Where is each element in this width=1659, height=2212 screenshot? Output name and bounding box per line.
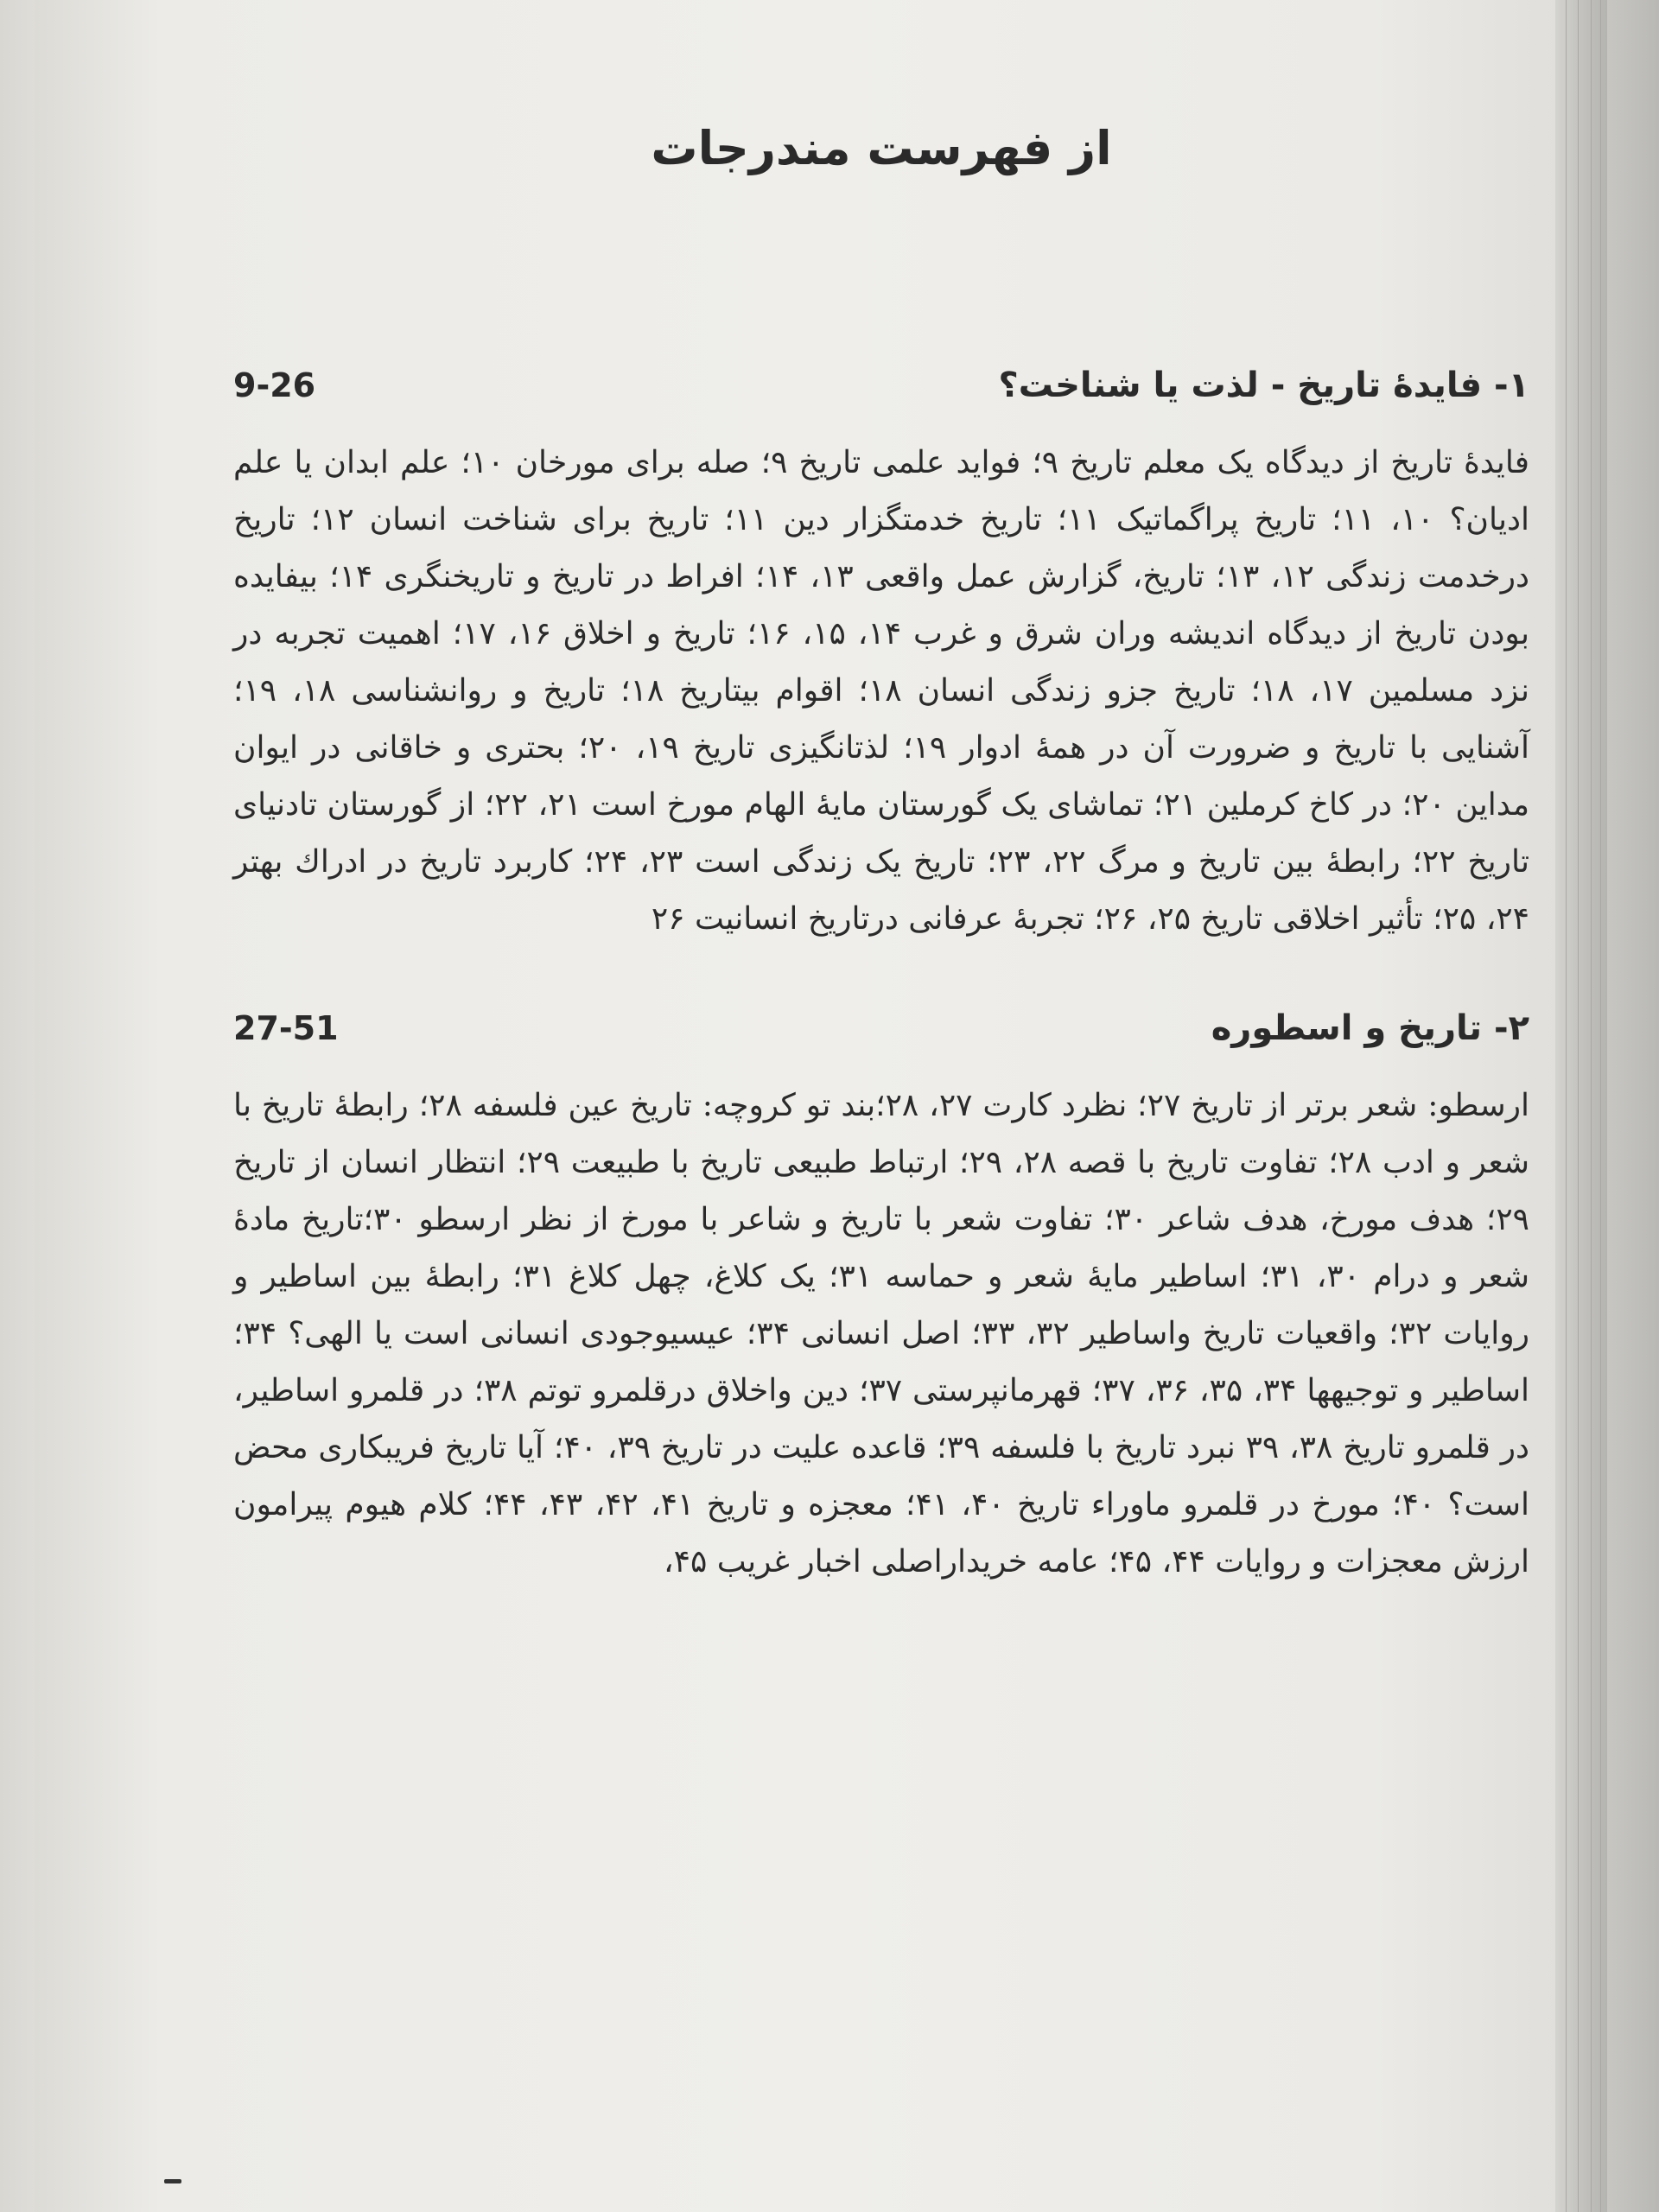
toc-section-2 bbox=[233, 1008, 1529, 1591]
page-edge-line bbox=[1578, 0, 1579, 2212]
page-stack-edge bbox=[1555, 0, 1607, 2212]
ink-mark bbox=[164, 2179, 181, 2183]
table-of-contents bbox=[233, 121, 1529, 1651]
toc-section-1 bbox=[233, 365, 1529, 948]
section-page-range: 27-51 bbox=[233, 1009, 339, 1047]
section-title: ۱- فایدهٔ تاریخ - لذت یا شناخت؟ bbox=[998, 365, 1529, 405]
section-header bbox=[233, 365, 1529, 405]
page-edge-line bbox=[1591, 0, 1592, 2212]
page-edge-line bbox=[1566, 0, 1567, 2212]
section-body: فایدهٔ تاریخ از دیدگاه یک معلم تاریخ ۹؛ فواید علمی تاریخ ۹؛ صله برای مورخان ۱۰؛ علم ابدان یا علم ادیان؟ ۱۰، ۱۱؛ تاریخ پراگماتیک ۱۱؛ تاریخ خدمتگزار دین ۱۱؛ تاریخ برای شناخت انسان ۱۲؛ تاریخ درخدمت زندگی ۱۲، ۱۳؛ تاریخ، گزارش عمل واقعی ۱۳، ۱۴؛ افراط در تاریخ و تاریخنگری ۱۴؛ بیفایده بودن تاریخ از دیدگاه اندیشه وران شرق و غرب ۱۴، ۱۵، ۱۶؛ تاریخ و اخلاق ۱۶، ۱۷؛ اهمیت تجربه در نزد مسلمین ۱۷، ۱۸؛ تاریخ جزو زندگی انسان ۱۸؛ اقوام بیتاریخ ۱۸؛ تاریخ و روانشناسی ۱۸، ۱۹؛ آشنایی با تاریخ و ضرورت آن در همهٔ ادوار ۱۹؛ لذتانگیزی تاریخ ۱۹، ۲۰؛ بحتری و خاقانی در ایوان مداین ۲۰؛ در کاخ کرملین ۲۱؛ تماشای یک گورستان مایهٔ الهام مورخ است ۲۱، ۲۲؛ از گورستان تادنیای تاریخ ۲۲؛ رابطهٔ بین تاریخ و مرگ ۲۲، ۲۳؛ تاریخ یک زندگی است ۲۳، ۲۴؛ کاربرد تاریخ در ادراك بهتر ۲۴، ۲۵؛ تأثیر اخلاقی تاریخ ۲۵، ۲۶؛ تجربهٔ عرفانی درتاریخ انسانیت ۲۶ bbox=[233, 445, 1530, 937]
section-body: ارسطو: شعر برتر از تاریخ ۲۷؛ نظرد کارت ۲۷، ۲۸؛بند تو کروچه: تاریخ عین فلسفه ۲۸؛ رابطهٔ تاریخ با شعر و ادب ۲۸؛ تفاوت تاریخ با قصه ۲۸، ۲۹؛ ارتباط طبیعی تاریخ با طبیعت ۲۹؛ انتظار انسان از تاریخ ۲۹؛ هدف مورخ، هدف شاعر ۳۰؛ تفاوت شعر با تاریخ و شاعر با مورخ از نظر ارسطو ۳۰؛تاریخ مادهٔ شعر و درام ۳۰، ۳۱؛ اساطیر مایهٔ شعر و حماسه ۳۱؛ یک کلاغ، چهل کلاغ ۳۱؛ رابطهٔ بین اساطیر و روایات ۳۲؛ واقعیات تاریخ واساطیر ۳۲، ۳۳؛ اصل انسانی ۳۴؛ عیسیوجودی انسانی است یا الهی؟ ۳۴؛ اساطیر و توجیهها ۳۴، ۳۵، ۳۶، ۳۷؛ قهرمانپرستی ۳۷؛ دین واخلاق درقلمرو توتم ۳۸؛ در قلمرو اساطیر، در قلمرو تاریخ ۳۸، ۳۹ نبرد تاریخ با فلسفه ۳۹؛ قاعده علیت در تاریخ ۳۹، ۴۰؛ آیا تاریخ فریبکاری محض است؟ ۴۰؛ مورخ در قلمرو ماوراء تاریخ ۴۰، ۴۱؛ معجزه و تاریخ ۴۱، ۴۲، ۴۳، ۴۴؛ کلام هیوم پیرامون ارزش معجزات و روایات ۴۴، ۴۵؛ عامه خریداراصلی اخبار غریب ۴۵، bbox=[233, 1088, 1530, 1580]
section-header bbox=[233, 1008, 1529, 1048]
section-title: ۲- تاریخ و اسطوره bbox=[1211, 1008, 1529, 1048]
page-title: از فهرست مندرجات bbox=[651, 121, 1112, 175]
section-page-range: 9-26 bbox=[233, 366, 316, 404]
page-edge-line bbox=[1600, 0, 1601, 2212]
book-page bbox=[35, 0, 1607, 2212]
